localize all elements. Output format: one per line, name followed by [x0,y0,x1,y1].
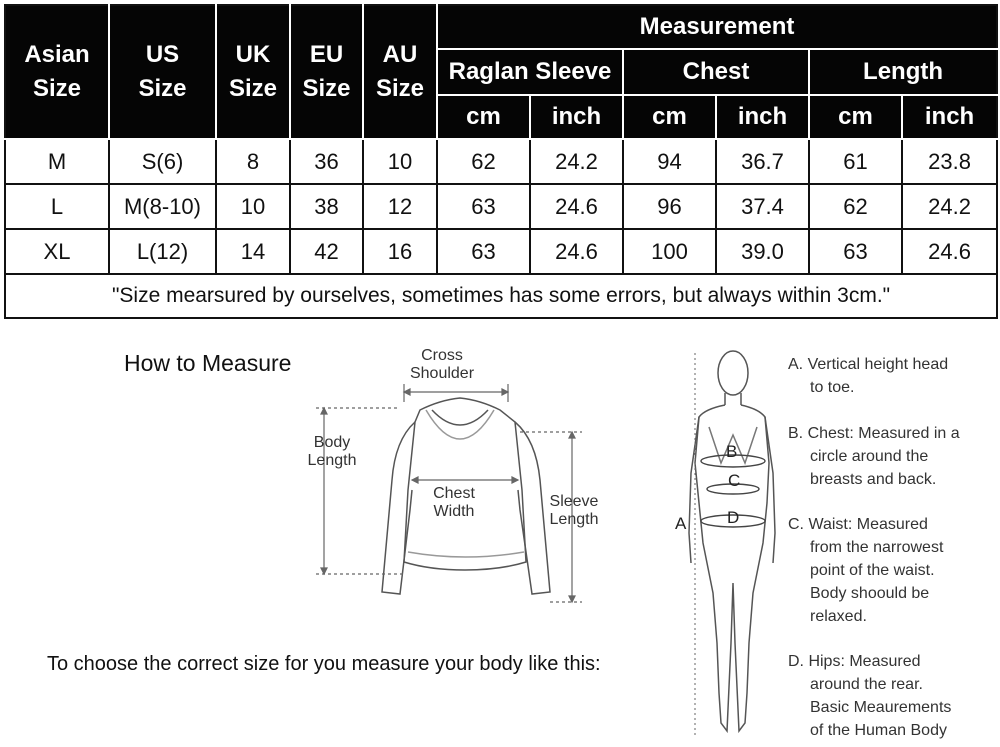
table-cell: 61 [809,139,902,184]
table-row [5,184,997,229]
header-au-size: AU Size [363,5,437,139]
table-cell: 24.6 [902,229,997,274]
table-cell: 16 [363,229,437,274]
table-cell: 39.0 [716,229,809,274]
marker-c: C [728,471,741,490]
table-cell: 10 [216,184,290,229]
table-cell: 24.6 [530,184,623,229]
table-cell: 63 [437,184,530,229]
head-shape [718,351,748,395]
table-cell: 14 [216,229,290,274]
table-cell: 63 [809,229,902,274]
header-unit-inch: inch [902,95,997,139]
table-cell: XL [5,229,109,274]
sleeve-length-label: Sleeve Length [549,493,599,528]
header-measurement: Measurement [437,5,997,49]
table-cell: 38 [290,184,363,229]
table-cell: 23.8 [902,139,997,184]
legend-c: C. Waist: Measured from the narrowest point of the waist. Body shoould be relaxed. [788,516,944,625]
table-row [5,229,997,274]
table-cell: 62 [809,184,902,229]
table-cell: 10 [363,139,437,184]
measurement-note: "Size mearsured by ourselves, sometimes has some errors, but always within 3cm." [5,274,997,318]
size-chart-table [4,4,998,319]
cross-shoulder-label: Cross Shoulder [409,347,475,382]
marker-b: B [726,442,738,461]
header-unit-cm: cm [623,95,716,139]
table-cell: 42 [290,229,363,274]
header-length: Length [809,49,997,95]
table-cell: 100 [623,229,716,274]
table-cell: 8 [216,139,290,184]
table-cell: M(8-10) [109,184,216,229]
table-cell: 12 [363,184,437,229]
table-cell: S(6) [109,139,216,184]
header-unit-cm: cm [809,95,902,139]
header-unit-cm: cm [437,95,530,139]
marker-a: A [675,514,687,533]
legend-a: A. Vertical height head to toe. [788,356,949,396]
table-cell: 37.4 [716,184,809,229]
chest-width-arrow [412,477,518,483]
marker-d: D [727,508,740,527]
table-cell: 24.6 [530,229,623,274]
table-cell: 94 [623,139,716,184]
instruction-text: To choose the correct size for you measure your body like this: [47,653,601,675]
header-chest: Chest [623,49,809,95]
table-note-row [5,274,997,318]
table-cell: M [5,139,109,184]
header-raglan-sleeve: Raglan Sleeve [437,49,623,95]
table-cell: 24.2 [902,184,997,229]
table-cell: 62 [437,139,530,184]
legend-d: D. Hips: Measured around the rear. Basic Meaurements of the Human Body [788,653,952,739]
body-figure [665,343,785,743]
header-uk-size: UK Size [216,5,290,139]
table-cell: 96 [623,184,716,229]
header-unit-inch: inch [716,95,809,139]
body-length-label: Body Length [307,434,357,469]
legend-b: B. Chest: Measured in a circle around the breasts and back. [788,425,960,488]
table-cell: 36.7 [716,139,809,184]
header-asian-size: Asian Size [5,5,109,139]
header-unit-inch: inch [530,95,623,139]
header-eu-size: EU Size [290,5,363,139]
table-cell: 36 [290,139,363,184]
cross-shoulder-arrow [404,384,508,402]
header-us-size: US Size [109,5,216,139]
table-row [5,139,997,184]
table-cell: 63 [437,229,530,274]
table-cell: L(12) [109,229,216,274]
table-cell: 24.2 [530,139,623,184]
how-to-measure-title: How to Measure [124,350,292,376]
table-cell: L [5,184,109,229]
chest-width-label: Chest Width [433,485,475,520]
